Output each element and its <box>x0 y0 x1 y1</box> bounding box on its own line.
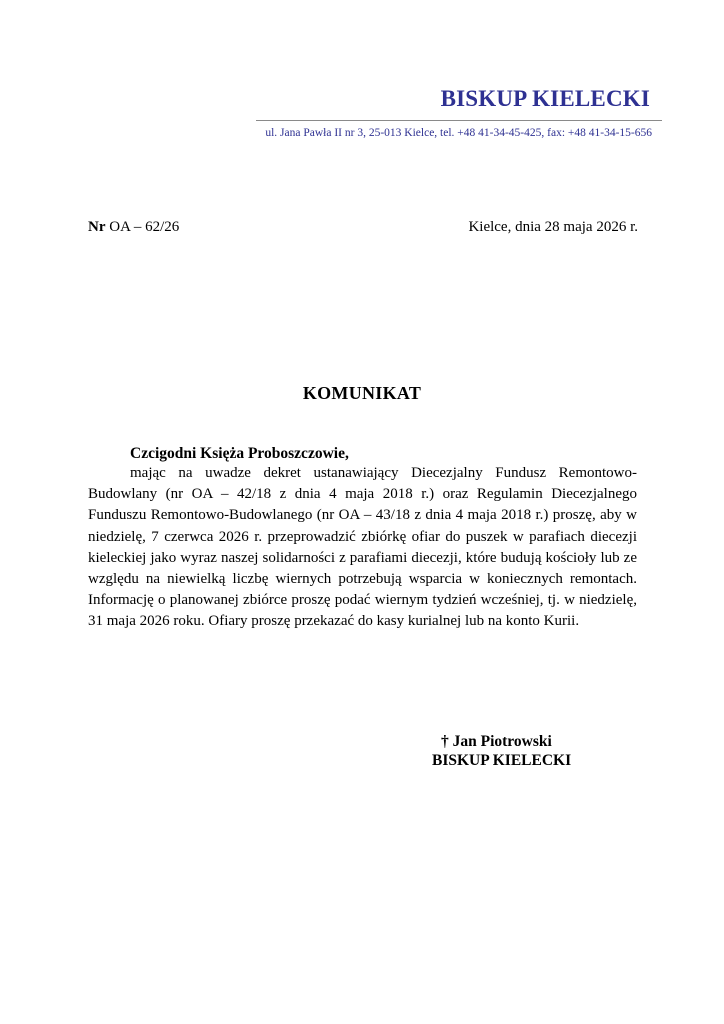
letterhead-title: BISKUP KIELECKI <box>440 86 650 111</box>
document-title: KOMUNIKAT <box>302 383 422 403</box>
reference-number <box>88 219 179 236</box>
reference-prefix: Nr <box>88 219 106 235</box>
letterhead-address: ul. Jana Pawła II nr 3, 25-013 Kielce, tel. +48 41-34-45-425, fax: +48 41-34-15-656 <box>265 127 652 139</box>
signature-title: BISKUP KIELECKI <box>432 752 572 769</box>
salutation: Czcigodni Księża Proboszczowie, <box>130 445 349 462</box>
signature-name: † Jan Piotrowski <box>441 733 552 750</box>
reference-value: OA – 62/26 <box>109 219 180 235</box>
letterhead-divider <box>256 120 662 121</box>
body-paragraph: mając na uwadze dekret ustanawiający Diecezjalny Fundusz Remontowo-Budowlany (nr OA – 42/18 z dnia 4 maja 2018 r.) oraz Regulamin Diecezjalnego Funduszu Remontowo-Budowlanego (nr OA – 43/18 z dnia 4 maja 2018 r.) proszę, aby w niedzielę, 7 czerwca 2026 r. przeprowadzić zbiórkę ofiar do puszek w parafiach diecezji kieleckiej jako wyraz naszej solidarności z parafiami diecezji, które budują kościoły lub ze względu na niewielką liczbę wiernych potrzebują wsparcia w koniecznych remontach. Informację o planowanej zbiórce proszę podać wiernym tydzień wcześniej, tj. w niedzielę, 31 maja 2026 roku. Ofiary proszę przekazać do kasy kurialnej lub na konto Kurii. <box>88 465 637 630</box>
place-date: Kielce, dnia 28 maja 2026 r. <box>468 219 638 235</box>
